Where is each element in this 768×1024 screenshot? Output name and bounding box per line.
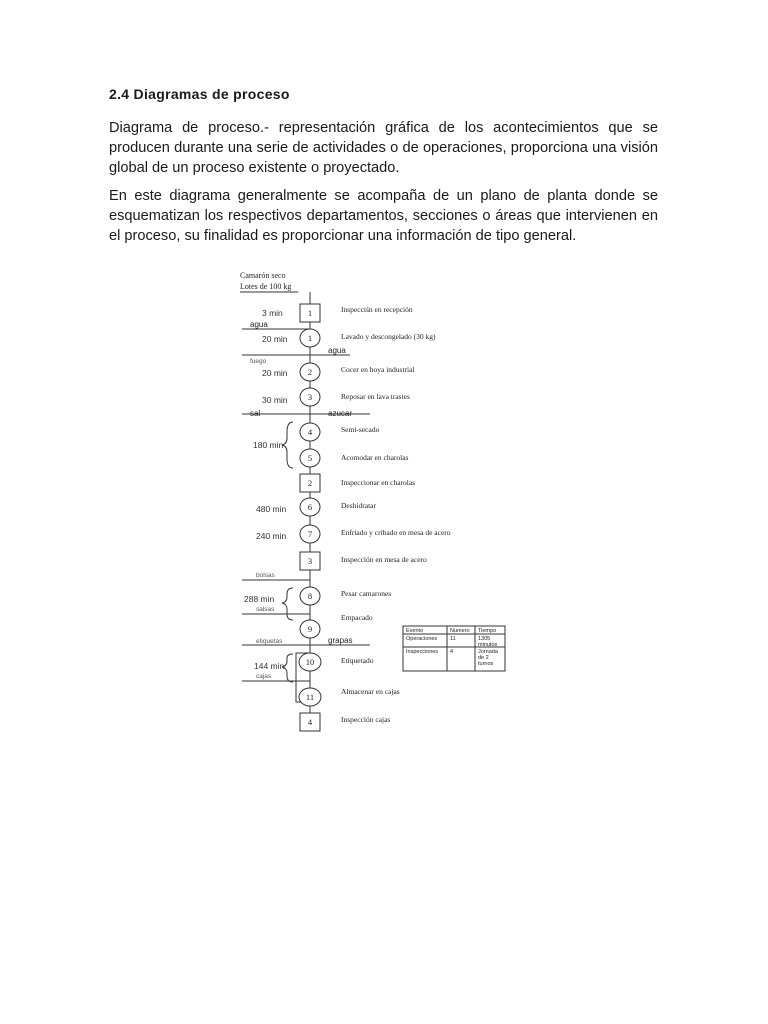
- table-cell-line: de 2: [478, 655, 489, 661]
- material-agua-2: agua: [328, 346, 346, 355]
- material-sal: sal: [250, 409, 261, 418]
- step-label: Cocer en hoya industrial: [341, 365, 415, 374]
- table-header-tiempo: Tiempo: [478, 628, 497, 634]
- step-time: 240 min: [256, 531, 287, 541]
- step-number: 4: [307, 427, 313, 437]
- step-number: 3: [307, 392, 313, 402]
- table-cell: 11: [450, 636, 456, 642]
- step-label: Inspección en mesa de acero: [341, 555, 427, 564]
- step-label: Lavado y descongelado (30 kg): [341, 332, 436, 341]
- group-time-144: 144 min: [254, 661, 285, 671]
- material-bolsas: bolsas: [256, 572, 275, 579]
- step-label: Semi-secado: [341, 425, 380, 434]
- table-cell-line: turnos: [478, 661, 494, 667]
- brace-180: [282, 422, 293, 468]
- step-label: Pesar camarones: [341, 589, 392, 598]
- step-label: Deshidratar: [341, 501, 376, 510]
- step-number: 6: [307, 502, 313, 512]
- step-time: 20 min: [262, 334, 288, 344]
- table-cell: 4: [450, 649, 454, 655]
- material-fuego: fuego: [250, 358, 267, 365]
- step-time: 480 min: [256, 504, 287, 514]
- table-header-evento: Evento: [406, 628, 424, 634]
- group-time-180: 180 min: [253, 440, 284, 450]
- step-label: Enfriado y cribado en mesa de acero: [341, 528, 451, 537]
- step-number: 1: [307, 333, 313, 343]
- step-label: Etiquetado: [341, 656, 374, 665]
- diagram-header-lot: Lotes de 100 kg: [240, 282, 292, 291]
- step-number: 3: [307, 556, 313, 566]
- table-cell-line: minutos: [478, 642, 498, 648]
- table-cell-line: 1305: [478, 636, 491, 642]
- step-label: Inspeccionar en charolas: [341, 478, 416, 487]
- step-label: Empacado: [341, 613, 373, 622]
- group-time-288: 288 min: [244, 594, 275, 604]
- step-label: Inspección cajas: [341, 715, 391, 724]
- step-number: 10: [305, 657, 315, 667]
- step-time: 3 min: [262, 308, 283, 318]
- step-time: 30 min: [262, 395, 288, 405]
- paragraph-description: En este diagrama generalmente se acompaña de un plano de planta donde se esquematizan los respectivos departamentos, secciones o áreas que intervienen en el proceso, su finalidad es proporcionar una información de tipo general.: [109, 188, 658, 244]
- diagram-header-product: Camarón seco: [240, 271, 286, 280]
- material-grapas: grapas: [328, 636, 353, 645]
- table-cell: Inspecciones: [406, 649, 439, 655]
- section-heading: 2.4 Diagramas de proceso: [109, 86, 290, 102]
- material-cajas: cajas: [256, 673, 272, 680]
- material-salsas: salsas: [256, 606, 275, 613]
- table-header-numero: Numero: [450, 628, 470, 634]
- step-label: Acomodar en charolas: [341, 453, 409, 462]
- step-label: Almacenar en cajas: [341, 687, 400, 696]
- step-number: 5: [307, 453, 313, 463]
- step-number: 11: [305, 692, 315, 702]
- step-number: 2: [307, 478, 313, 488]
- step-number: 2: [307, 367, 313, 377]
- step-label: Reposar en lava trastes: [341, 392, 410, 401]
- table-cell: Operaciones: [406, 636, 438, 642]
- table-cell-line: Jornada: [478, 649, 498, 655]
- summary-table: [403, 626, 505, 671]
- step-time: 20 min: [262, 368, 288, 378]
- material-azucar: azucar: [328, 409, 353, 418]
- process-diagram: [230, 262, 520, 742]
- step-label: Inspecciśn en recepción: [341, 305, 413, 314]
- paragraph-definition: Diagrama de proceso.- representación gráfica de los acontecimientos que se producen durante una serie de actividades o de operaciones, proporciona una visión global de un proceso existente o proyectado.: [109, 120, 658, 176]
- step-number: 1: [307, 308, 313, 318]
- material-agua: agua: [250, 320, 268, 329]
- step-number: 7: [307, 529, 313, 539]
- material-etiquetas: etiquetas: [256, 638, 283, 645]
- step-number: 4: [307, 717, 313, 727]
- brace-288: [282, 588, 293, 620]
- step-number: 9: [307, 624, 313, 634]
- step-number: 8: [307, 591, 313, 601]
